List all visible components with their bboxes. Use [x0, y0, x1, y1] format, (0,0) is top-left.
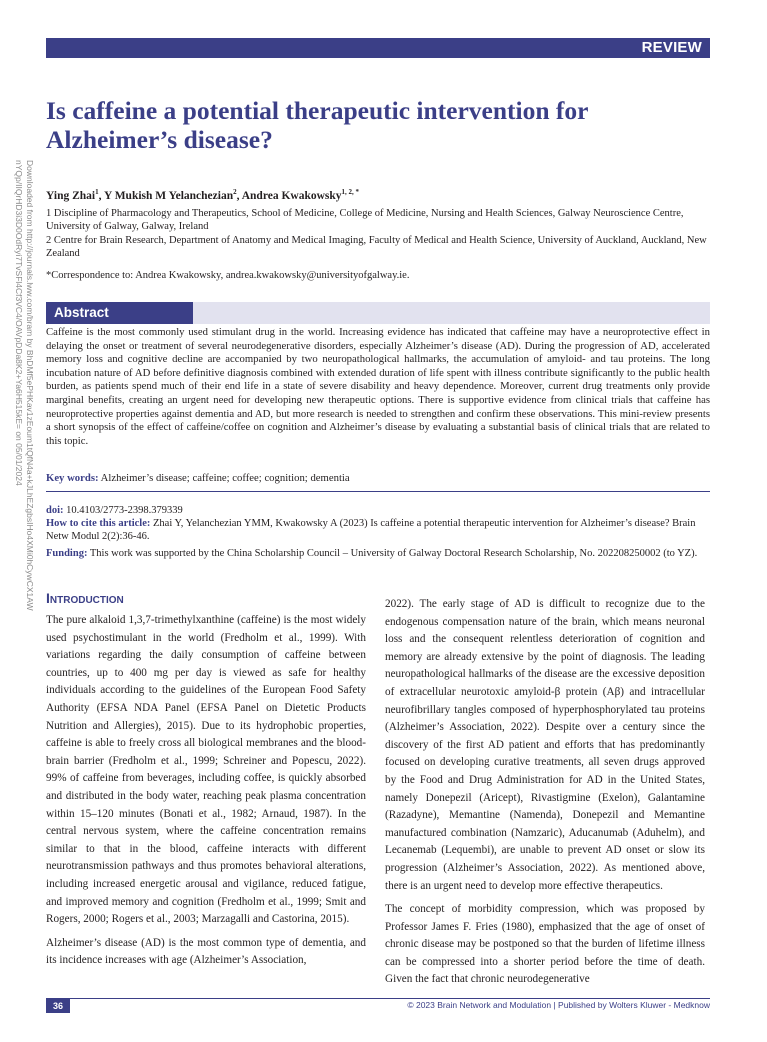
author-affiliation-mark: 1	[95, 188, 99, 196]
download-watermark: Downloaded from http://journals.lww.com/bram by BhDMf5ePHKav1zEoum1tQfN4a+kJLhEZgbsIHo4XMi0hCywCX1AW nYQp/IIQrHD3i3D0OdRyi7TvSFl4Cf3VC4/OAVpDDa8K2+Ya6H515kE= on 05/01/2024	[14, 160, 35, 611]
footer-rule	[46, 998, 710, 999]
correspondence: *Correspondence to: Andrea Kwakowsky, andrea.kwakowsky@universityofgalway.ie.	[46, 270, 410, 281]
divider	[46, 491, 710, 492]
author-separator: ,	[236, 189, 242, 202]
doi	[46, 504, 710, 517]
section-header-bar	[46, 38, 710, 58]
how-to-cite-label: How to cite this article:	[46, 518, 151, 529]
author-affiliation-mark: 2	[233, 188, 237, 196]
body-paragraph: The pure alkaloid 1,3,7-trimethylxanthine (caffeine) is the most widely used psychostimulant in the world (Fredholm et al., 1999). With variations regarding the daily consumption of caffeine between countries, up to 400 mg per day is viewed as safe for healthy individuals according to the guidelines of the European Food Safety Authority (EFSA NDA Panel (EFSA Panel on Dietetic Products Nutrition and Allergies), 2015). Due to its hydrophobic properties, caffeine is able to freely cross all biological membranes and the blood-brain barrier (Fredholm et al., 1999; Schreiner and Popescu, 2022). 99% of caffeine from beverages, including coffee, is quickly absorbed and distributed in the body water, reaching peak plasma concentration within 15–120 minutes (Bonati et al., 1982; Arnaud, 1987). In the central nervous system, where the caffeine concentration remains similar to that in the blood, caffeine interacts with different neurotransmission pathways and thus promotes behavioral alterations, including increased energetic arousal and vigilance, reduced fatigue, and improved memory and cognition (Fredholm et al., 1999; Smit and Rogers, 2000; Rogers et al., 2003; Marzagalli and Castorina, 2015).	[46, 614, 366, 926]
author-name: Y Mukish M Yelanchezian	[103, 189, 234, 202]
body-paragraph: Alzheimer’s disease (AD) is the most common type of dementia, and its incidence increases with age (Alzheimer’s Association,	[46, 936, 366, 967]
article-title: Is caffeine a potential therapeutic intervention for Alzheimer’s disease?	[46, 96, 589, 154]
abstract-header-bar	[46, 302, 710, 324]
doi-label: doi:	[46, 505, 64, 516]
author-affiliation-mark: 1, 2, *	[341, 188, 360, 196]
abstract-text: Caffeine is the most commonly used stimulant drug in the world. Increasing evidence has indicated that caffeine may have a neuroprotective effect in delaying the onset or treatment of several neurodegenerative disorders, especially Alzheimer’s disease (AD). During the progression of AD, accelerated memory loss and cognitive decline are accompanied by two neuropathological hallmarks, the accumulation of amyloid- and tau proteins. The long incubation nature of AD before definitive diagnosis combined with extended duration of life spent with illness contribute significantly to the public health burden, as patients spend much of their end life in a state of severe disability and heavy dependence. Moreover, current drug treatments only provide marginal benefits, creating an urgent need for developing new therapeutic options. There is supportive evidence from clinical trials that caffeine has neuroprotective properties against dementia and AD, but more research is needed to strengthen and confirm these observations. This mini-review presents a short synopsis of the effect of caffeine/coffee on cognition and Alzheimer’s disease by evaluating a substantial basis of clinical trials that are related to this topic.	[46, 326, 710, 447]
author-name: Ying Zhai	[46, 189, 96, 202]
page-number: 36	[46, 999, 70, 1013]
funding-label: Funding:	[46, 548, 88, 559]
author-name: Andrea Kwakowsky	[241, 189, 342, 202]
funding-text: This work was supported by the China Scholarship Council – University of Galway Doctoral Research Scholarship, No. 202208250002 (to YZ).	[89, 548, 698, 559]
affiliation-2: 2 Centre for Brain Research, Department of Anatomy and Medical Imaging, Faculty of Medical and Health Science, University of Auckland, Auckland, New Zealand	[46, 235, 707, 260]
keywords	[46, 472, 350, 484]
how-to-cite-text: Zhai Y, Yelanchezian YMM, Kwakowsky A (2023) Is caffeine a potential therapeutic intervention for Alzheimer’s disease? Brain Netw Modul 2(2):36-46.	[46, 518, 696, 543]
left-column	[46, 612, 366, 976]
doi-value: 10.4103/2773-2398.379339	[66, 505, 183, 516]
body-paragraph: 2022). The early stage of AD is difficult to recognize due to the endogenous compensation nature of the brain, which means neuronal loss and the consequent relentless deterioration of cognition and memory are already extensive by the point of diagnosis. The leading neuropathological hallmarks of the disease are the excessive deposition of extracellular neurotoxic amyloid-β protein (Aβ) and intracellular neurofibrillary tangles composed of hyperphosphorylated tau proteins (Alzheimer’s Association, 2022). Despite over a century since the discovery of the first AD patient and efforts that has predominantly focused on developing curative treatments, all seven drugs approved by the Food and Drug Administration for AD in the United States, namely Donepezil (Aricept), Rivastigmine (Exelon), Galantamine (Razadyne), Memantine (Namenda), Donepezil and Memantine manufactured combination (Namzaric), Aducanumab (Aduhelm), and Lecanemab (Lequembi), are unable to prevent AD onset or slow its progression (Alzheimer’s Association, 2022). As mentioned above, there is an urgent need to develop more effective therapeutics.	[385, 598, 705, 892]
affiliation-1: 1 Discipline of Pharmacology and Therapeutics, School of Medicine, College of Medicine, Nursing and Health Sciences, Galway Neuroscience Centre, University of Galway, Galway, Ireland	[46, 208, 684, 233]
section-label: REVIEW	[641, 39, 702, 56]
keywords-text: Alzheimer’s disease; caffeine; coffee; cognition; dementia	[100, 472, 350, 484]
introduction-heading: Introduction	[46, 590, 124, 606]
right-column	[385, 596, 705, 995]
footer-publisher: © 2023 Brain Network and Modulation | Published by Wolters Kluwer - Medknow	[407, 1000, 710, 1010]
author-list	[46, 188, 359, 202]
keywords-label: Key words:	[46, 472, 99, 484]
body-paragraph: The concept of morbidity compression, which was proposed by Professor James F. Fries (1980), emphasized that the age of onset of chronic disease may be postponed so that the burden of lifetime illness can be compressed into a shorter period before the time of death. Given the fact that chronic neurodegenerative	[385, 903, 705, 986]
author-separator: ,	[98, 189, 104, 202]
abstract-heading: Abstract	[46, 302, 193, 324]
how-to-cite	[46, 517, 710, 544]
funding	[46, 547, 710, 560]
